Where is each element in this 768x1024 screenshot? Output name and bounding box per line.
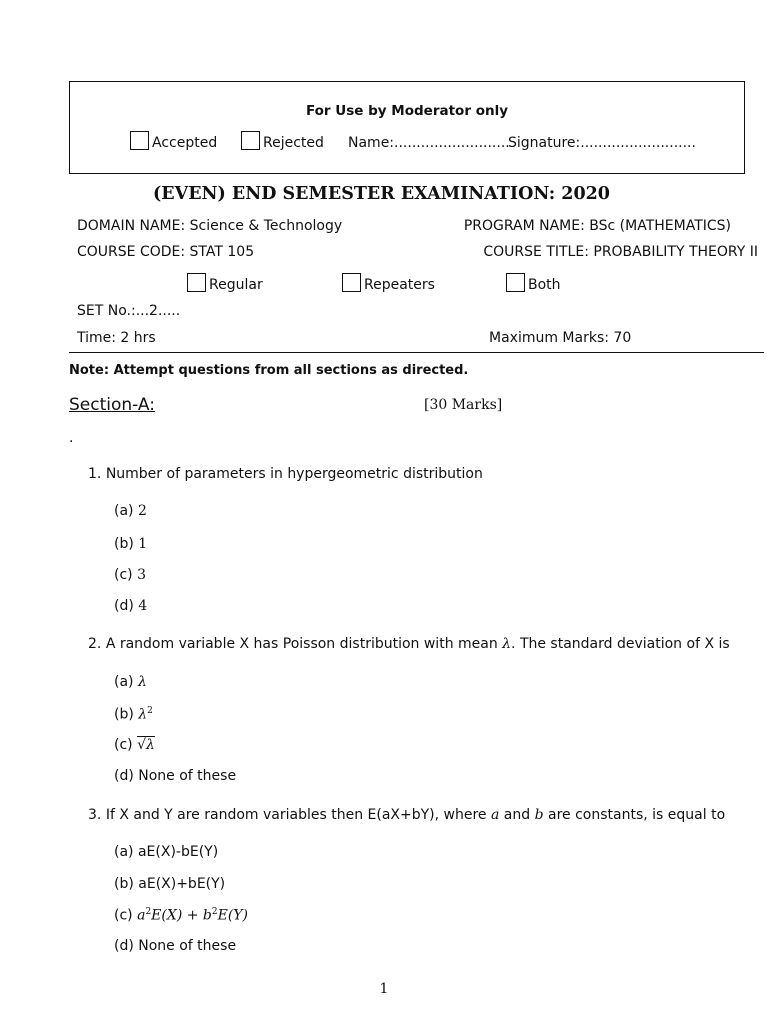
- accepted-option: [130, 131, 217, 151]
- note: Note: Attempt questions from all sections as directed.: [69, 363, 469, 378]
- question-text: Number of parameters in hypergeometric distribution: [105, 466, 483, 482]
- option[interactable]: (a) 2: [114, 503, 147, 519]
- exam-title: [0, 184, 768, 204]
- program-name: PROGRAM NAME: BSc (MATHEMATICS): [463, 218, 731, 234]
- option[interactable]: (b) 1: [114, 536, 148, 552]
- regular-checkbox[interactable]: [187, 273, 206, 292]
- repeaters-option: [342, 273, 435, 293]
- option[interactable]: (c) 3: [114, 567, 146, 583]
- option[interactable]: (a) aE(X)-bE(Y): [114, 844, 219, 860]
- moderator-box: [69, 81, 745, 174]
- page-number-text: 1: [379, 981, 389, 997]
- question-2: 2. A random variable X has Poisson distribution with mean λ. The standard deviation of X is: [88, 636, 730, 652]
- both-option: [506, 273, 561, 293]
- set-number: SET No.:...2.....: [77, 303, 181, 319]
- rejected-checkbox[interactable]: [241, 131, 260, 150]
- section-title: Section-A:: [69, 395, 155, 415]
- section-marks: [30 Marks]: [424, 397, 503, 413]
- question-number: 3.: [88, 807, 102, 823]
- header-divider: [69, 352, 764, 353]
- page-number: [0, 981, 768, 997]
- repeaters-label: Repeaters: [364, 277, 435, 293]
- course-code: COURSE CODE: STAT 105: [77, 244, 255, 260]
- accepted-label: Accepted: [152, 135, 218, 151]
- option[interactable]: (d) 4: [114, 598, 148, 614]
- option[interactable]: (a) λ: [114, 674, 147, 690]
- question-number: 1.: [88, 466, 102, 482]
- both-label: Both: [528, 277, 561, 293]
- option[interactable]: (d) None of these: [114, 768, 237, 784]
- accepted-checkbox[interactable]: [130, 131, 149, 150]
- domain-name: DOMAIN NAME: Science & Technology: [77, 218, 343, 234]
- option[interactable]: (b) aE(X)+bE(Y): [114, 876, 226, 892]
- option[interactable]: (c) √λ: [114, 737, 155, 753]
- rejected-label: Rejected: [263, 135, 324, 151]
- exam-time: Time: 2 hrs: [77, 330, 156, 346]
- option[interactable]: (b) $\lambda^2$: [114, 706, 153, 723]
- moderator-signature-field[interactable]: Signature:..........................: [508, 135, 696, 151]
- question-3: 3. If X and Y are random variables then E(aX+bY), where a and b are constants, is equal to: [88, 807, 726, 823]
- moderator-title: For Use by Moderator only: [305, 103, 509, 119]
- exam-title-text: (EVEN) END SEMESTER EXAMINATION: 2020: [153, 184, 610, 204]
- regular-option: [187, 273, 263, 293]
- option[interactable]: (c) $a^2E(X) + b^2E(Y)$: [114, 907, 249, 924]
- maximum-marks: Maximum Marks: 70: [489, 330, 632, 346]
- repeaters-checkbox[interactable]: [342, 273, 361, 292]
- section-dot: .: [69, 430, 74, 446]
- regular-label: Regular: [209, 277, 263, 293]
- moderator-name-field[interactable]: Name:..........................: [348, 135, 510, 151]
- question-1: [88, 466, 483, 482]
- question-number: 2.: [88, 636, 102, 652]
- course-title: COURSE TITLE: PROBABILITY THEORY II: [483, 244, 758, 260]
- rejected-option: [241, 131, 324, 151]
- both-checkbox[interactable]: [506, 273, 525, 292]
- option[interactable]: (d) None of these: [114, 938, 237, 954]
